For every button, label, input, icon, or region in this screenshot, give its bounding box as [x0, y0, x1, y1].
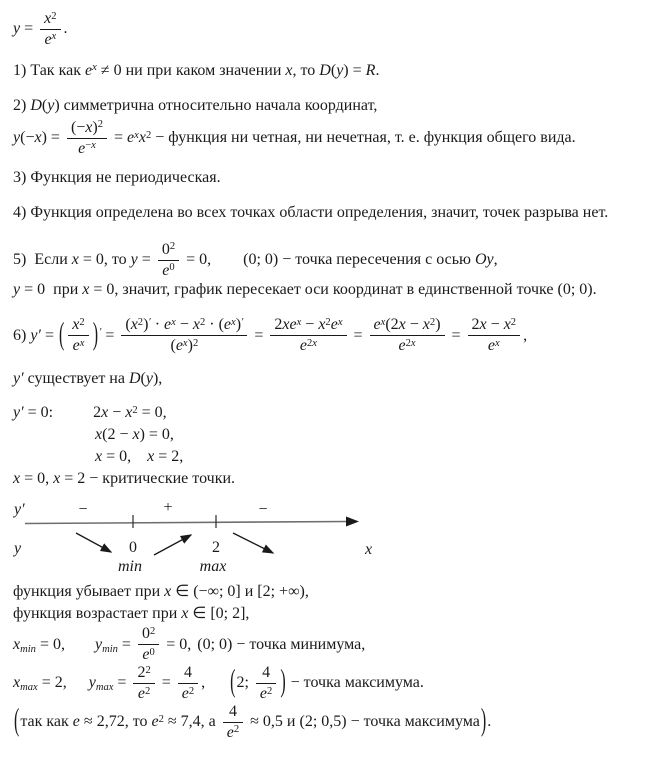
math-run: y =: [130, 251, 155, 269]
text-run: ,: [493, 251, 498, 269]
math-run: x ∈ [0; 2]: [181, 605, 246, 623]
text-run: 4) Функция определена во всех точках области определения, значит, точек разрыва нет.: [13, 203, 609, 221]
math-run: x: [285, 61, 293, 79]
math-run: = $e^xx^2$: [110, 129, 152, 147]
text-run: − точка максимума: [346, 713, 480, 731]
math-run: $y_{max}$ =: [88, 674, 131, 694]
fraction: $\frac{2xe^x - x^2e^x}{e^{2x}}$: [270, 316, 346, 355]
fraction: $\frac{0^2}{e^0}$: [138, 625, 159, 664]
derivative-exists: [13, 368, 664, 390]
math-run: D(y): [128, 370, 159, 388]
stretchy-paren: ): [280, 665, 286, 700]
text-run: , значит, график пересекает оси координат в единственной точке: [114, 281, 558, 299]
stretchy-paren: (: [14, 704, 20, 739]
math-run: y′ = 0:: [13, 404, 54, 422]
decreasing-intervals: [13, 581, 664, 603]
text-run: при: [45, 281, 83, 299]
fraction: $\frac{4}{e^2}$: [256, 664, 276, 703]
text-run: 6): [13, 326, 31, 344]
math-run: =: [349, 326, 367, 344]
text-run: − точка минимума,: [232, 635, 366, 653]
text-run: , то: [103, 251, 131, 269]
step-5-intercept-text: [13, 279, 664, 301]
math-run: ,: [201, 674, 206, 692]
math-run: x(2 − x) = 0,: [95, 426, 174, 444]
axis-arrowhead-icon: [346, 517, 359, 527]
math-run: (0; 0): [243, 251, 279, 269]
math-run: y = 0: [13, 281, 46, 299]
decrease-arrow-icon: [76, 533, 111, 552]
text-run: 2): [13, 96, 31, 114]
text-run: .: [592, 281, 597, 299]
solution-steps-bottom: [13, 581, 664, 741]
fraction: $\frac{0^2}{e^0}$: [158, 241, 179, 280]
critical-equation-1: [13, 402, 664, 424]
math-run: x ∈ (−∞; 0]: [164, 583, 241, 601]
yprime-label: y′: [14, 501, 25, 519]
fraction: $\frac{x^2}{e^x}$: [40, 10, 60, 49]
math-run: $x_{max} = 2$,: [13, 674, 67, 694]
stretchy-paren: ): [480, 704, 487, 739]
math-run: 2;: [236, 674, 253, 692]
y-label: y: [14, 540, 22, 558]
step-5-intercept-formula: [13, 241, 664, 280]
critical-equation-2: [95, 424, 664, 446]
text-run: функция убывает при: [13, 583, 165, 601]
fraction: $\frac{e^x(2x - x^2)}{e^{2x}}$: [370, 316, 445, 355]
math-run: y′ =: [30, 326, 58, 344]
math-run: = 0,: [162, 635, 192, 653]
sign-minus-left: −: [78, 501, 88, 519]
step-2-symmetry: [13, 95, 664, 117]
math-run: .: [63, 20, 68, 38]
critical-points: [13, 468, 664, 490]
number-axis: [25, 522, 349, 524]
text-run: функция возрастает при: [13, 605, 182, 623]
text-run: 1) Так как: [13, 61, 85, 79]
text-run: − точка максимума.: [286, 674, 424, 692]
text-run: 5) Если: [13, 251, 72, 269]
minimum-point: [13, 625, 664, 664]
step-6-derivative: [13, 316, 664, 355]
max-label: max: [199, 558, 227, 576]
math-run: x = 0: [82, 281, 115, 299]
math-run: ≈ 0,5: [246, 713, 283, 731]
math-run: y′: [13, 370, 24, 388]
step-4-continuity: [13, 202, 664, 224]
text-run: ни при каком значении: [121, 61, 286, 79]
text-run: .: [487, 713, 492, 731]
text-run: симметрична относительно начала координат,: [59, 96, 378, 114]
axis-value-zero: 0: [129, 539, 137, 557]
fraction: $\frac{(x^2)' \cdot e^x - x^2 \cdot (e^x)'}{(e^x)^2}$: [121, 316, 247, 355]
decrease-arrow-icon: [233, 533, 273, 553]
text-run: и: [282, 713, 300, 731]
approximation-note: [13, 703, 664, 742]
sign-minus-right: −: [258, 501, 268, 519]
sign-diagram-svg: [13, 493, 433, 575]
stretchy-paren: (: [58, 317, 65, 352]
text-run: ,: [158, 370, 163, 388]
math-run: =: [157, 674, 175, 692]
text-run: − точка пересечения с осью: [278, 251, 475, 269]
text-run: , а: [200, 713, 220, 731]
fraction: $\frac{(-x)^2}{e^{-x}}$: [67, 119, 107, 158]
math-run: $y_{min}$ =: [94, 635, 135, 655]
increasing-interval: [13, 603, 664, 625]
solution-steps-top: [13, 10, 664, 490]
text-run: 3) Функция не периодическая.: [13, 168, 221, 186]
increase-arrow-icon: [154, 535, 191, 555]
math-run: Oy: [474, 251, 494, 269]
critical-equation-3: [95, 446, 664, 468]
fraction: $\frac{2x - x^2}{e^x}$: [468, 316, 521, 355]
min-label: min: [118, 558, 142, 576]
math-run: (0; 0): [557, 281, 593, 299]
math-run: = 0,: [182, 251, 212, 269]
math-run: x = 0,: [95, 448, 132, 466]
math-run: =: [447, 326, 465, 344]
math-run: x = 0, x = 2: [13, 470, 86, 488]
fraction: $\frac{x^2}{e^x}$: [68, 316, 88, 355]
maximum-point: [13, 664, 664, 703]
text-run: , то: [124, 713, 152, 731]
step-1-domain: [13, 60, 664, 82]
math-run: $x_{min} = 0$,: [13, 635, 65, 655]
math-run: y =: [13, 20, 38, 38]
fraction: $\frac{4}{e^2}$: [178, 664, 198, 703]
math-run: $2x - x^2 = 0$,: [93, 404, 167, 422]
math-run: =: [250, 326, 268, 344]
sign-plus: +: [163, 499, 173, 517]
text-run: .: [375, 61, 380, 79]
fraction: $\frac{2^2}{e^2}$: [133, 664, 154, 703]
math-run: e ≈ 2,72: [72, 713, 125, 731]
x-label: x: [365, 541, 373, 559]
text-run: ,: [304, 583, 309, 601]
math-run: x = 0: [71, 251, 104, 269]
formula-function: [13, 10, 664, 49]
text-run: ,: [245, 605, 250, 623]
step-2-parity-formula: [13, 119, 664, 158]
stretchy-paren: ): [92, 317, 99, 352]
math-run: (2; 0,5): [299, 713, 347, 731]
sign-diagram: [13, 493, 664, 580]
math-run: x = 2,: [147, 448, 184, 466]
math-run: ,: [523, 326, 528, 344]
text-run: , то: [292, 61, 320, 79]
math-run: ′ =: [99, 326, 119, 344]
axis-value-two: 2: [212, 539, 220, 557]
math-run: D(y): [30, 96, 60, 114]
math-run: $e^2 \approx 7,4$: [151, 713, 201, 731]
math-run: [2; +∞): [257, 583, 305, 601]
step-3-periodicity: [13, 167, 664, 189]
stretchy-paren: (: [230, 665, 236, 700]
text-run: и: [240, 583, 258, 601]
text-run: существует на: [23, 370, 129, 388]
math-run: (0; 0): [197, 635, 233, 653]
text-run: так как: [20, 713, 73, 731]
math-run: $e^x \ne 0$: [84, 61, 122, 79]
math-run: D(y) = R: [319, 61, 376, 79]
text-run: − критические точки.: [85, 470, 236, 488]
math-run: y(−x) =: [13, 129, 64, 147]
fraction: $\frac{4}{e^2}$: [223, 703, 243, 742]
text-run: − функция ни четная, ни нечетная, т. е. функция общего вида.: [151, 129, 576, 147]
